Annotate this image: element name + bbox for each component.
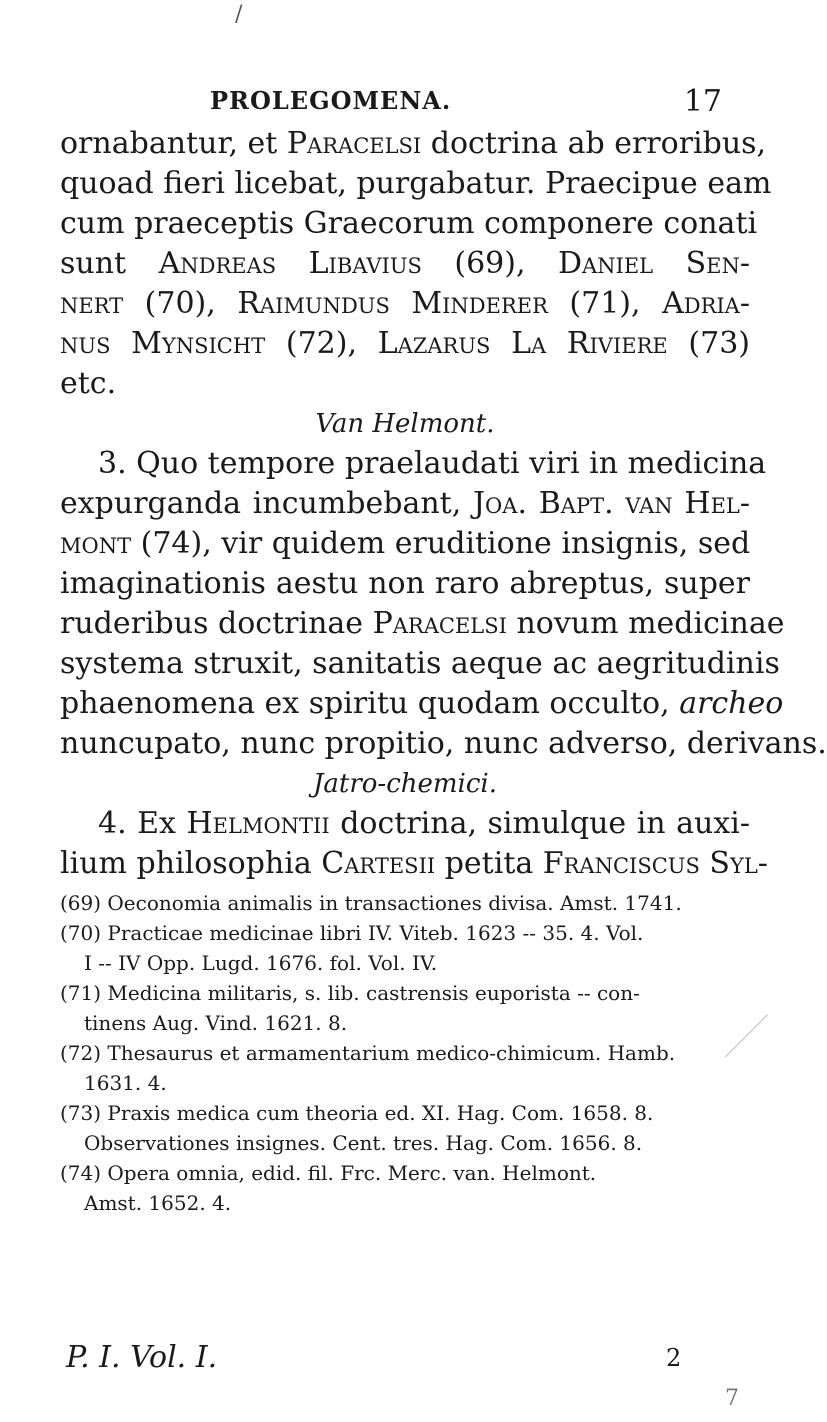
small-caps-name: Joa. Bapt. van Hel- <box>473 486 751 521</box>
footnote: (70) Practicae medicinae libri IV. Viteb. 1623 -- 35. 4. Vol. <box>60 921 644 945</box>
italic-term: archeo <box>679 686 784 721</box>
marginal-heading-jatro-chemici: Jatro-chemici. <box>312 769 498 799</box>
text-run: doctrina ab erroribus, <box>421 126 767 161</box>
text-run: (73) <box>667 326 750 361</box>
paragraph-3-line <box>60 444 767 484</box>
small-caps-name: Raimundus Minderer <box>237 286 548 321</box>
text-run: cum praeceptis Graecorum componere conati <box>60 206 758 241</box>
footnote: (69) Oeconomia animalis in transactiones divisa. Amst. 1741. <box>60 891 682 915</box>
text-run: phaenomena ex spiritu quodam occulto, <box>60 686 680 721</box>
footnote-continuation: 1631. 4. <box>84 1071 167 1095</box>
paragraph-2 <box>60 124 772 404</box>
text-run: 4. Ex <box>98 806 187 841</box>
paragraph-3-line <box>60 644 780 684</box>
paragraph-3-line <box>60 524 750 564</box>
text-run: (74), vir quidem eruditione insignis, sed <box>131 526 751 561</box>
text-run: ornabantur, et <box>60 126 287 161</box>
paragraph-2-line <box>60 204 758 244</box>
text-run: quoad fieri licebat, purgabatur. Praecipue eam <box>60 166 772 201</box>
footnote-continuation: I -- IV Opp. Lugd. 1676. fol. Vol. IV. <box>84 951 438 975</box>
small-caps-name: Paracelsi <box>286 126 422 161</box>
text-run: sunt <box>60 246 159 281</box>
paragraph-2-line <box>60 324 750 364</box>
text-run: imaginationis aestu non raro abreptus, super <box>60 566 750 601</box>
small-caps-name: mont <box>60 526 132 561</box>
paragraph-3 <box>60 444 827 764</box>
paragraph-3-line <box>60 724 827 764</box>
text-run: (71), <box>547 286 663 321</box>
small-caps-name: nert <box>60 286 124 321</box>
text-run: systema struxit, sanitatis aeque ac aegritudinis <box>60 646 780 681</box>
text-run: etc. <box>60 366 117 401</box>
gathering-number: 2 <box>666 1344 682 1372</box>
small-caps-name: Andreas Libavius <box>158 246 422 281</box>
small-caps-name: Daniel Sen- <box>557 246 750 281</box>
footnote: (72) Thesaurus et armamentarium medico-chimicum. Hamb. <box>60 1041 676 1065</box>
marginal-heading-van-helmont: Van Helmont. <box>315 409 495 439</box>
text-run: doctrina, simulque in auxi- <box>329 806 750 841</box>
paragraph-4-line <box>60 804 750 844</box>
paragraph-2-line <box>60 244 750 284</box>
bottom-ink-mark: 7 <box>725 1386 739 1411</box>
text-run: lium philosophia <box>60 846 322 881</box>
text-run: 3. Quo tempore praelaudati viri in medicina <box>98 446 767 481</box>
paragraph-4 <box>60 804 768 884</box>
text-run: petita <box>435 846 543 881</box>
paragraph-3-line <box>60 484 750 524</box>
text-run: (72), <box>265 326 378 361</box>
text-run: ruderibus doctrinae <box>60 606 373 641</box>
small-caps-name: Helmontii <box>186 806 330 841</box>
paragraph-4-line <box>60 844 768 884</box>
small-caps-name: Paracelsi <box>372 606 507 641</box>
paragraph-3-line <box>60 604 785 644</box>
paragraph-2-line <box>60 124 767 164</box>
small-caps-name: Franciscus Syl- <box>542 846 768 881</box>
footnote: (71) Medicina militaris, s. lib. castrensis euporista -- con- <box>60 981 640 1005</box>
small-caps-name: Lazarus La Riviere <box>377 326 668 361</box>
paragraph-3-line <box>60 684 784 724</box>
text-run: nuncupato, nunc propitio, nunc adverso, derivans. <box>60 726 827 761</box>
footnote-continuation: Amst. 1652. 4. <box>84 1191 232 1215</box>
text-run: (69), <box>421 246 558 281</box>
body-text <box>60 124 827 884</box>
running-head: PROLEGOMENA. <box>210 86 452 115</box>
footnote: (73) Praxis medica cum theoria ed. XI. Hag. Com. 1658. 8. <box>60 1101 654 1125</box>
page <box>60 0 827 1422</box>
small-caps-name: Adria- <box>662 286 750 321</box>
footnote-continuation: Observationes insignes. Cent. tres. Hag. Com. 1656. 8. <box>84 1131 643 1155</box>
text-run: expurganda incumbebant, <box>60 486 474 521</box>
signature-mark: P. I. Vol. I. <box>66 1340 218 1375</box>
small-caps-name: nus Mynsicht <box>60 326 266 361</box>
small-caps-name: Cartesii <box>321 846 436 881</box>
signature-line <box>66 1340 756 1380</box>
footnote-continuation: tinens Aug. Vind. 1621. 8. <box>84 1011 348 1035</box>
paragraph-2-line <box>60 364 750 404</box>
page-header <box>60 86 750 120</box>
paragraph-3-line <box>60 564 750 604</box>
paragraph-2-line <box>60 284 750 324</box>
top-ink-mark: / <box>235 2 243 27</box>
page-number: 17 <box>683 84 722 119</box>
text-run: novum medicinae <box>506 606 785 641</box>
text-run: (70), <box>123 286 238 321</box>
footnotes <box>60 888 750 1218</box>
paragraph-2-line <box>60 164 772 204</box>
footnote: (74) Opera omnia, edid. fil. Frc. Merc. van. Helmont. <box>60 1161 597 1185</box>
